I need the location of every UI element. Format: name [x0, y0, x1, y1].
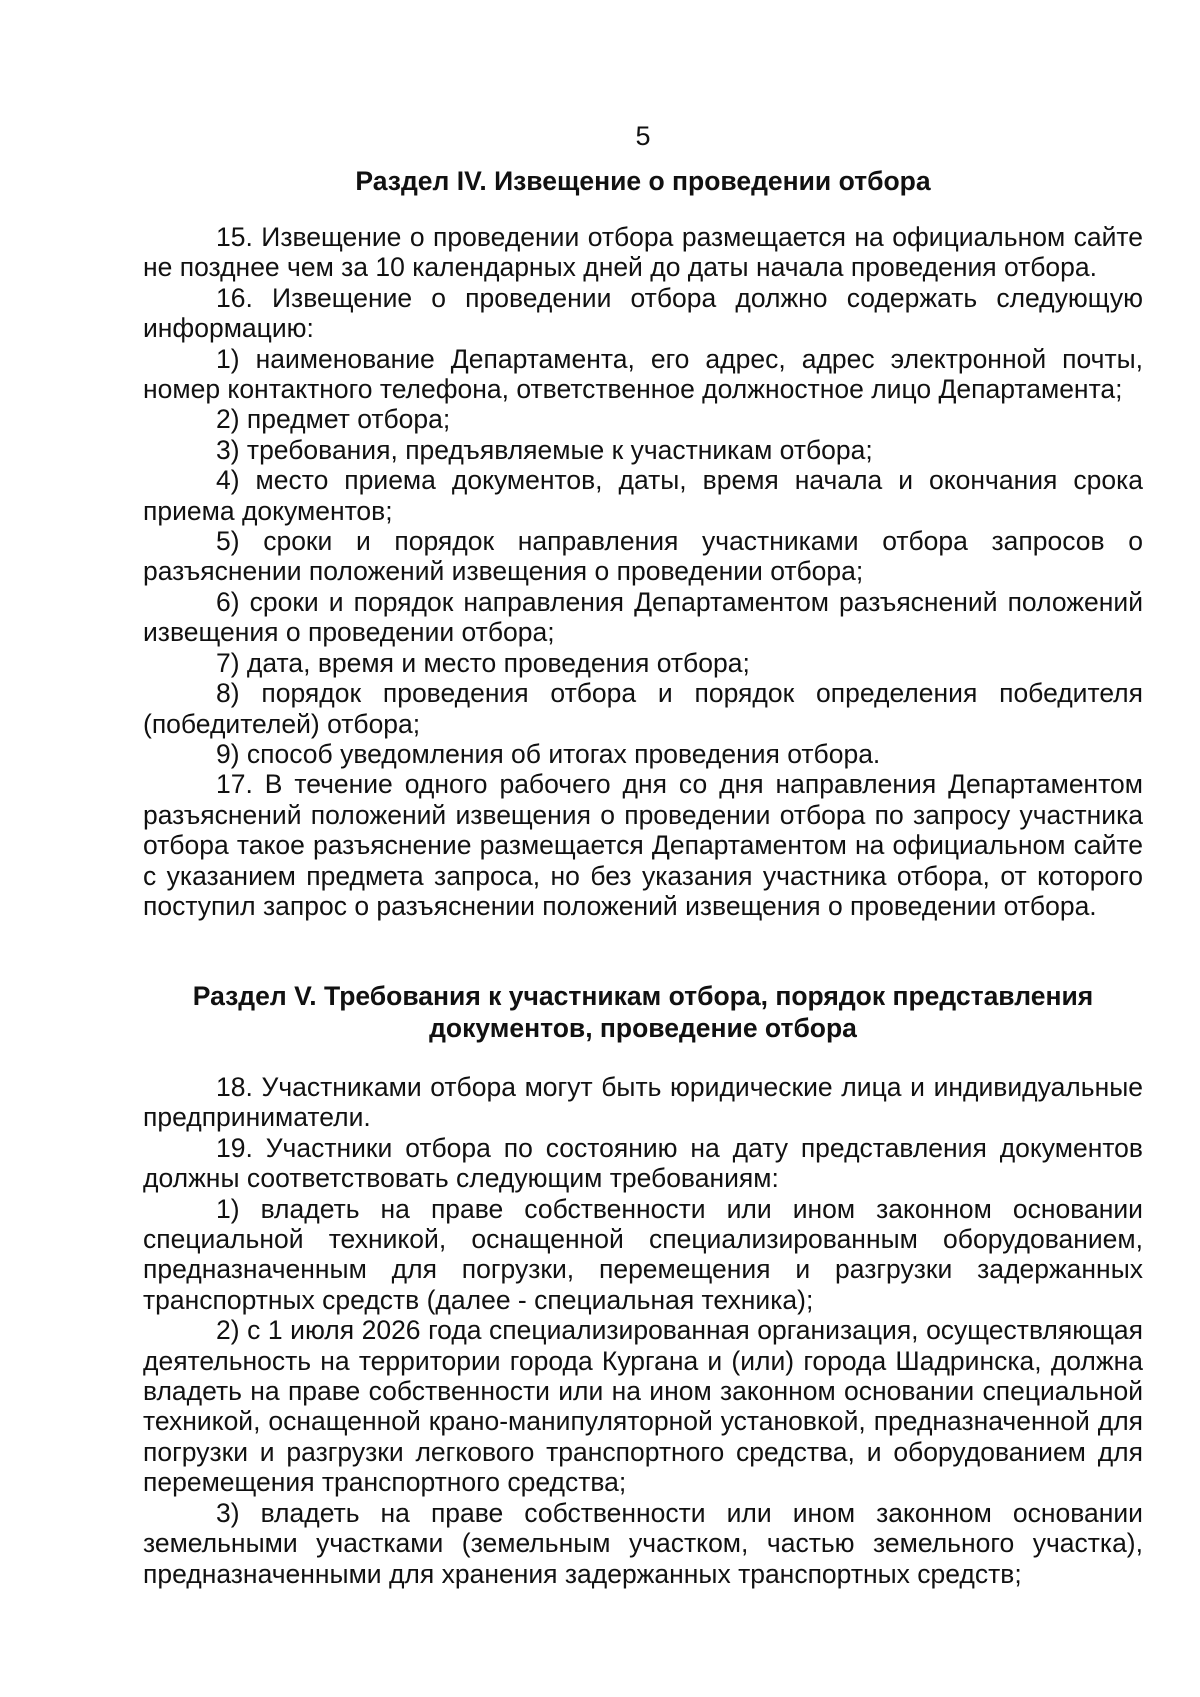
- requirement-2: 2) с 1 июля 2026 года специализированная организация, осуществляющая деятельность на территории города Кургана и (или) города Шадринска, должна владеть на праве собственности или на ином законном основании специальной техникой, оснащенной крано-манипуляторной установкой, предназначенной для погрузки и разгрузки легкового транспортного средства, и оборудованием для перемещения транспортного средства;: [143, 1315, 1143, 1498]
- requirement-3: 3) владеть на праве собственности или ином законном основании земельными участками (земельным участком, частью земельного участка), предназначенными для хранения задержанных транспортных средств;: [143, 1497, 1143, 1589]
- section-4-heading: Раздел IV. Извещение о проведении отбора: [355, 166, 931, 196]
- paragraph-17: 17. В течение одного рабочего дня со дня направления Департаментом разъяснений положений извещения о проведении отбора по запросу участника отбора такое разъяснение размещается Департаментом на официальном сайте с указанием предмета запроса, но без указания участника отбора, от которого поступил запрос о разъяснении положений извещения о проведении отбора.: [143, 769, 1143, 921]
- list-item-1: 1) наименование Департамента, его адрес, адрес электронной почты, номер контактного телефона, ответственное должностное лицо Департамента;: [143, 343, 1143, 405]
- list-item-7: 7) дата, время и место проведения отбора;: [216, 647, 750, 678]
- section-5-body: [143, 1072, 1143, 1589]
- paragraph-15: 15. Извещение о проведении отбора размещается на официальном сайте не позднее чем за 10 календарных дней до даты начала проведения отбора.: [143, 222, 1143, 283]
- page-number: 5: [635, 121, 651, 151]
- list-item-9: 9) способ уведомления об итогах проведения отбора.: [216, 738, 881, 769]
- section-5-heading-line-1: Раздел V. Требования к участникам отбора, порядок представления: [192, 981, 1094, 1011]
- list-item-6: 6) сроки и порядок направления Департаментом разъяснений положений извещения о проведении отбора;: [143, 586, 1143, 648]
- list-item-3: 3) требования, предъявляемые к участникам отбора;: [216, 434, 873, 465]
- list-item-8: 8) порядок проведения отбора и порядок определения победителя (победителей) отбора;: [143, 678, 1143, 739]
- paragraph-16: 16. Извещение о проведении отбора должно содержать следующую информацию:: [143, 282, 1143, 344]
- list-item-2: 2) предмет отбора;: [216, 404, 451, 435]
- section-4-body: [143, 222, 1143, 921]
- list-item-5: 5) сроки и порядок направления участниками отбора запросов о разъяснении положений извещения о проведении отбора;: [143, 526, 1143, 587]
- paragraph-19: 19. Участники отбора по состоянию на дату представления документов должны соответствовать следующим требованиям:: [143, 1132, 1143, 1194]
- section-5-heading-line-2: документов, проведение отбора: [429, 1013, 857, 1043]
- list-item-4: 4) место приема документов, даты, время начала и окончания срока приема документов;: [143, 465, 1143, 526]
- paragraph-18: 18. Участниками отбора могут быть юридические лица и индивидуальные предприниматели.: [143, 1072, 1143, 1133]
- requirement-1: 1) владеть на праве собственности или ином законном основании специальной техникой, оснащенной специализированным оборудованием, предназначенным для погрузки, перемещения и разгрузки задержанных транспортных средств (далее - специальная техника);: [143, 1193, 1143, 1315]
